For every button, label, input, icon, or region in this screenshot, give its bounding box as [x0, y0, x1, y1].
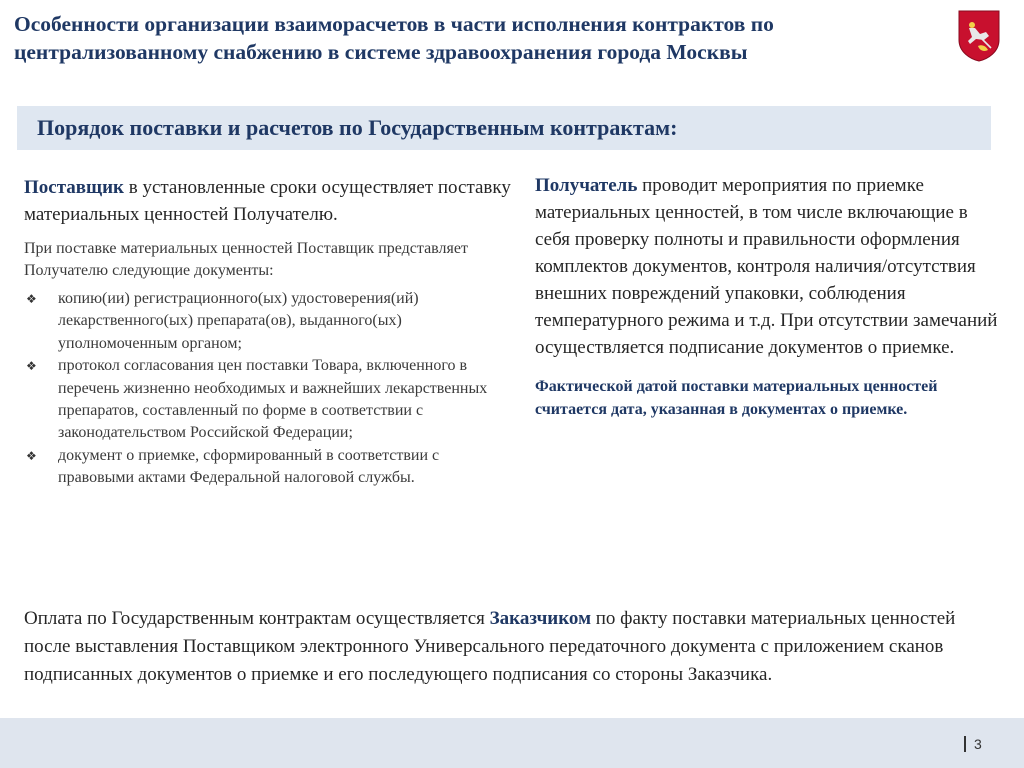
recipient-text: проводит мероприятия по приемке материальных ценностей, в том числе включающие в себя проверку полноты и правильности оформления комплектов документов, контроля наличия/отсутствия внешних повреждений упаковки, соблюдения температурного режима и т.д. При отсутствии замечаний осуществляется подписание документов о приемке.: [535, 175, 998, 358]
page-number: 3: [974, 736, 982, 752]
list-item: [24, 355, 514, 445]
page-title: Особенности организации взаиморасчетов в части исполнения контрактов по централизованному снабжению в системе здравоохранения города Москвы: [14, 12, 774, 64]
list-item-text: копию(ии) регистрационного(ых) удостоверения(ий) лекарственного(ых) препарата(ов), выданного(ых) уполномоченным органом;: [58, 290, 419, 352]
documents-list: [24, 288, 514, 490]
footer-divider: [964, 736, 966, 752]
section-title: Порядок поставки и расчетов по Государственным контрактам:: [37, 115, 678, 140]
recipient-term: Получатель: [535, 175, 638, 196]
left-column: [24, 174, 514, 490]
list-item: [24, 288, 514, 355]
diamond-bullet-icon: ❖: [26, 292, 37, 306]
documents-intro: При поставке материальных ценностей Поставщик представляет Получателю следующие документы:: [24, 240, 468, 279]
diamond-bullet-icon: ❖: [26, 448, 37, 463]
list-item-text: документ о приемке, сформированный в соответствии с правовыми актами Федеральной налоговой службы.: [58, 446, 440, 487]
supplier-paragraph: [24, 174, 514, 228]
moscow-coat-of-arms-icon: [958, 10, 1000, 62]
diamond-bullet-icon: ❖: [26, 359, 37, 374]
footer-bar: [0, 718, 1024, 768]
right-column: [535, 172, 1005, 421]
list-item-text: протокол согласования цен поставки Товара, включенного в перечень жизненно необходимых и важнейших лекарственных препаратов, составленный по форме в соответствии с законодательством Российской Федерации;: [58, 357, 488, 442]
section-header: [14, 106, 991, 150]
customer-term: Заказчиком: [489, 608, 592, 629]
supplier-term: Поставщик: [24, 177, 124, 198]
list-item: [24, 445, 514, 490]
payment-text-after: по факту поставки материальных ценностей после выставления Поставщиком электронного Универсального передаточного документа с приложением сканов подписанных документов о приемке и его последующего подписания со стороны Заказчика.: [24, 608, 956, 685]
payment-text-before: Оплата по Государственным контрактам осуществляется: [24, 608, 490, 629]
payment-paragraph: [24, 605, 999, 689]
recipient-paragraph: [535, 172, 1005, 361]
supplier-text: в установленные сроки осуществляет поставку материальных ценностей Получателю.: [24, 177, 511, 225]
delivery-date-note: Фактической датой поставки материальных ценностей считается дата, указанная в документах о приемке.: [535, 378, 938, 418]
